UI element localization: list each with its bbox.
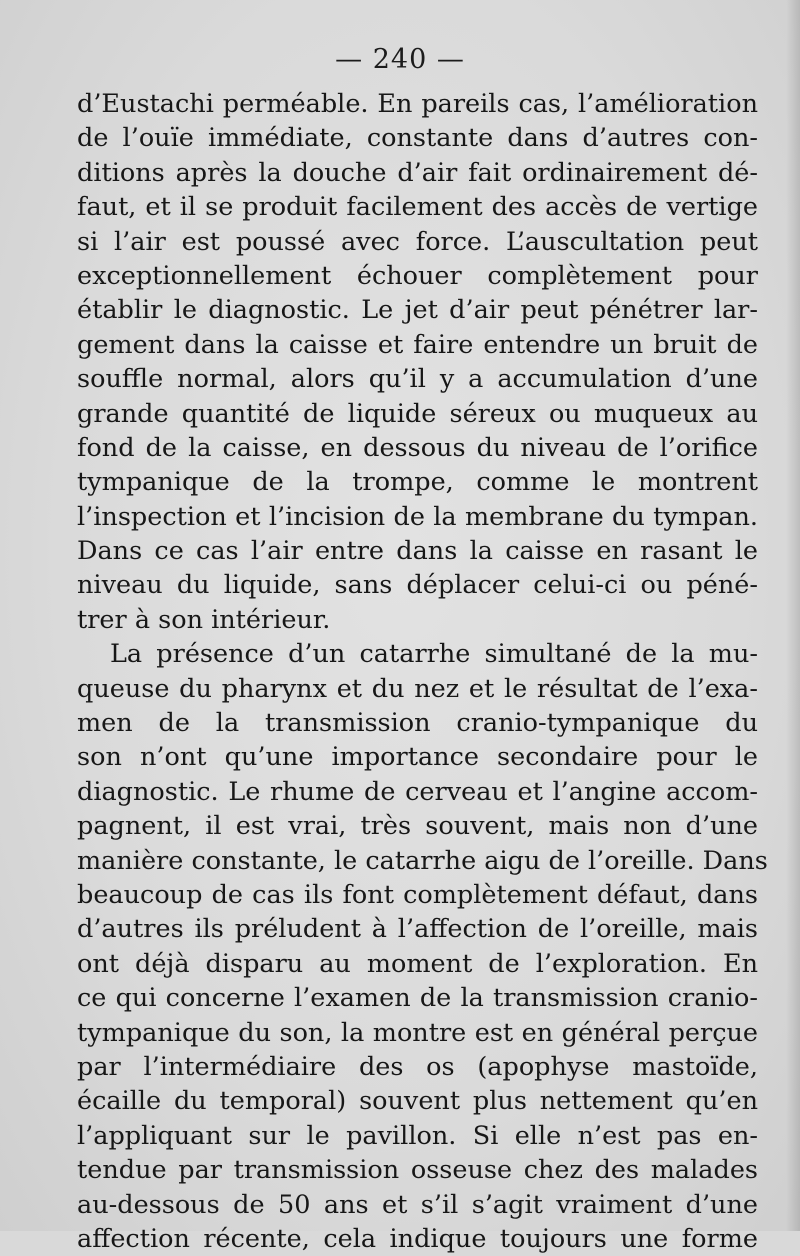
text-line: l’appliquant sur le pavillon. Si elle n’est pas en-	[77, 1120, 758, 1151]
text-line: d’Eustachi perméable. En pareils cas, l’amélioration	[77, 89, 758, 119]
text-line: l’inspection et l’incision de la membrane du tympan.	[77, 501, 758, 532]
text-line: tympanique du son, la montre est en général perçue	[77, 1017, 758, 1048]
text-line: ont déjà disparu au moment de l’exploration. En	[77, 948, 758, 979]
text-line: de l’ouïe immédiate, constante dans d’autres con-	[77, 123, 758, 154]
text-line: par l’intermédiaire des os (apophyse mastoïde,	[77, 1051, 758, 1082]
page-edge-shadow	[786, 0, 800, 1231]
text-line: établir le diagnostic. Le jet d’air peut pénétrer lar-	[77, 295, 758, 326]
text-line: au-dessous de 50 ans et s’il s’agit vraiment d’une	[77, 1189, 758, 1220]
text-line: ditions après la douche d’air fait ordinairement dé-	[77, 157, 758, 188]
text-line: gement dans la caisse et faire entendre un bruit de	[77, 329, 758, 360]
text-line: ce qui concerne l’examen de la transmission cranio-	[77, 983, 758, 1014]
text-line: manière constante, le catarrhe aigu de l’oreille. Dans	[77, 845, 768, 876]
text-line: fond de la caisse, en dessous du niveau de l’orifice	[77, 432, 758, 463]
text-line: Dans ce cas l’air entre dans la caisse en rasant le	[77, 536, 758, 567]
text-line: souffle normal, alors qu’il y a accumulation d’une	[77, 364, 758, 395]
paragraph-end-line: trer à son intérieur.	[77, 604, 331, 635]
body-text	[77, 87, 768, 1256]
page-number: — 240 —	[335, 44, 465, 75]
text-line: affection récente, cela indique toujours une forme	[77, 1223, 758, 1254]
text-line: son n’ont qu’une importance secondaire pour le	[77, 742, 758, 773]
text-line: men de la transmission cranio-tympanique du	[77, 708, 758, 739]
text-line: écaille du temporal) souvent plus nettement qu’en	[77, 1086, 758, 1117]
text-line: exceptionnellement échouer complètement pour	[77, 260, 758, 291]
text-line: pagnent, il est vrai, très souvent, mais non d’une	[77, 811, 758, 842]
text-line: tendue par transmission osseuse chez des malades	[77, 1155, 758, 1186]
text-line: si l’air est poussé avec force. L’auscultation peut	[77, 226, 758, 257]
text-line: faut, et il se produit facilement des accès de vertige	[77, 192, 758, 223]
text-line: beaucoup de cas ils font complètement défaut, dans	[77, 879, 758, 910]
text-line: grande quantité de liquide séreux ou muqueux au	[77, 398, 758, 429]
text-line: tympanique de la trompe, comme le montrent	[77, 467, 758, 498]
paragraph-start-line: La présence d’un catarrhe simultané de la mu-	[110, 639, 758, 670]
text-line: niveau du liquide, sans déplacer celui-ci ou péné-	[77, 570, 758, 601]
text-line: d’autres ils préludent à l’affection de l’oreille, mais	[77, 914, 758, 945]
text-line: diagnostic. Le rhume de cerveau et l’angine accom-	[77, 776, 758, 807]
text-line: queuse du pharynx et du nez et le résultat de l’exa-	[77, 673, 758, 704]
